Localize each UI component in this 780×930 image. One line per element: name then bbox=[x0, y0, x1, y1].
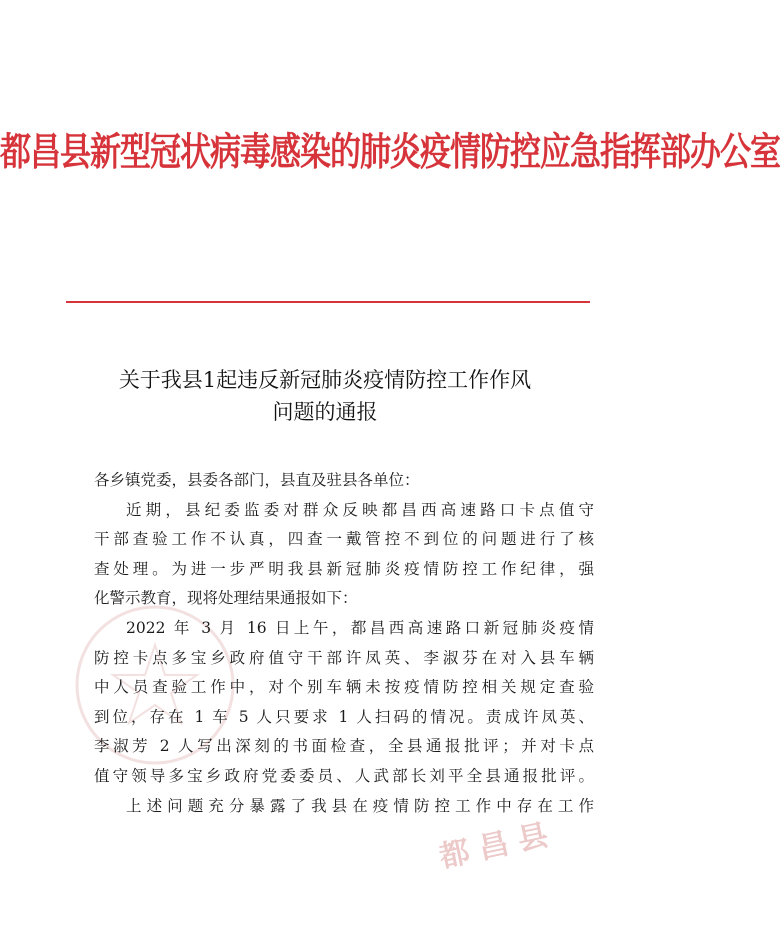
stamp-text: 都昌县 bbox=[436, 815, 562, 876]
body-line: 上述问题充分暴露了我县在疫情防控工作中存在工作 bbox=[126, 796, 594, 815]
body-line: 化警示教育，现将处理结果通报如下： bbox=[94, 589, 358, 608]
body-line: 近期，县纪委监委对群众反映都昌西高速路口卡点值守 bbox=[126, 500, 594, 519]
body-line: 到位，存在 1 车 5 人只要求 1 人扫码的情况。责成许凤英、 bbox=[94, 707, 594, 726]
body-line: 李淑芳 2 人写出深刻的书面检查，全县通报批评；并对卡点 bbox=[94, 737, 594, 756]
body-line: 干部查验工作不认真，四查一戴管控不到位的问题进行了核 bbox=[94, 530, 594, 549]
document-body bbox=[94, 466, 594, 821]
body-line: 查处理。为进一步严明我县新冠肺炎疫情防控工作纪律，强 bbox=[94, 559, 594, 578]
body-line: 值守领导多宝乡政府党委委员、人武部长刘平全县通报批评。 bbox=[94, 766, 594, 785]
title-line-1: 关于我县1起违反新冠肺炎疫情防控工作作风 bbox=[118, 368, 532, 392]
body-line: 防控卡点多宝乡政府值守干部许凤英、李淑芬在对入县车辆 bbox=[94, 648, 594, 667]
title-line-2: 问题的通报 bbox=[272, 400, 378, 424]
document-title bbox=[60, 364, 590, 428]
salutation: 各乡镇党委，县委各部门，县直及驻县各单位： bbox=[94, 471, 420, 489]
body-line: 2022 年 3 月 16 日上午，都昌西高速路口新冠肺炎疫情 bbox=[126, 618, 594, 637]
red-divider-line bbox=[66, 301, 590, 303]
issuer-header: 都昌县新型冠状病毒感染的肺炎疫情防控应急指挥部办公室 bbox=[0, 130, 780, 175]
body-line: 中人员查验工作中，对个别车辆未按疫情防控相关规定查验 bbox=[94, 678, 594, 697]
